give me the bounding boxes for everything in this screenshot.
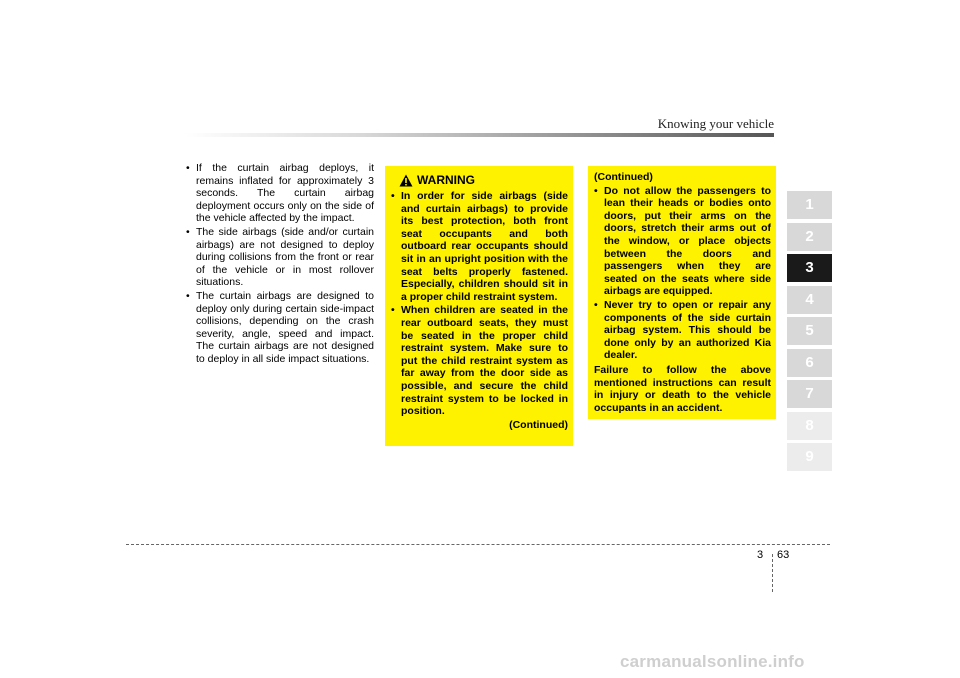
warning-box-continued: [588, 166, 776, 419]
bullet-icon: •: [391, 304, 395, 317]
header-rule: [186, 133, 774, 137]
running-header: Knowing your vehicle: [657, 116, 774, 131]
bullet-icon: •: [391, 190, 395, 202]
continued-label: (Continued): [509, 418, 568, 431]
bullet-icon: •: [186, 289, 190, 302]
chapter-tab-1[interactable]: 1: [787, 191, 832, 219]
warning-item: • When children are seated in the rear outboard seats, they must be seated in the proper child restraint system. Make sure to put the child restraint system as far away from the door side as possible, and secure the child restraint system to be locked in position.: [391, 304, 568, 418]
bullet-icon: •: [594, 184, 598, 197]
chapter-tab-8[interactable]: 8: [787, 412, 832, 440]
watermark: carmanualsonline.info: [620, 652, 805, 671]
warning-header: [399, 174, 568, 187]
chapter-tabs: [787, 191, 832, 475]
warning-item: • Do not allow the passengers to lean their heads or bodies onto doors, put their arms on the doors, stretch their arms out of the window, or place objects between the doors and passengers when they are seated on the seats where side airbags are equipped.: [594, 184, 771, 298]
warning-item: • In order for side airbags (side and curtain airbags) to provide its best protection, both front seat occupants and both outboard rear occupants should sit in an upright position with the seat belts properly fastened. Especially, children should sit in a proper child restraint system.: [391, 190, 568, 303]
chapter-tab-6[interactable]: 6: [787, 349, 832, 377]
warning-box: [385, 166, 573, 446]
chapter-tab-9[interactable]: 9: [787, 443, 832, 471]
chapter-tab-7[interactable]: 7: [787, 380, 832, 408]
page-number: 63: [777, 549, 790, 561]
left-column: [186, 162, 374, 367]
list-item: • The curtain airbags are designed to deploy only during certain side-impact collisions, depending on the crash severity, angle, speed and impact. The curtain airbags are not designed to deploy in all side impact situations.: [186, 289, 374, 365]
chapter-tab-3[interactable]: 3: [787, 254, 832, 282]
page-section: 3: [757, 549, 764, 561]
continued-label: (Continued): [594, 171, 653, 183]
warning-triangle-icon: [399, 174, 413, 187]
bullet-icon: •: [186, 162, 190, 174]
warning-item: • Never try to open or repair any components of the side curtain airbag system. This should be done only by an authorized Kia dealer.: [594, 298, 771, 362]
warning-note: Failure to follow the above mentioned instructions can result in injury or death to the vehicle occupants in an accident.: [594, 363, 771, 414]
bullet-icon: •: [186, 225, 190, 238]
list-item: • If the curtain airbag deploys, it remains inflated for approximately 3 seconds. The curtain airbag deployment occurs only on the side of the vehicle affected by the impact.: [186, 162, 374, 225]
list-item: • The side airbags (side and/or curtain airbags) are not designed to deploy during collisions from the front or rear of the vehicle or in most rollover situations.: [186, 225, 374, 289]
bullet-icon: •: [594, 298, 598, 311]
footer-rule: [126, 544, 830, 545]
chapter-tab-5[interactable]: 5: [787, 317, 832, 345]
chapter-tab-2[interactable]: 2: [787, 223, 832, 251]
footer-divider: [772, 554, 773, 592]
chapter-tab-4[interactable]: 4: [787, 286, 832, 314]
warning-label: WARNING: [417, 173, 475, 188]
